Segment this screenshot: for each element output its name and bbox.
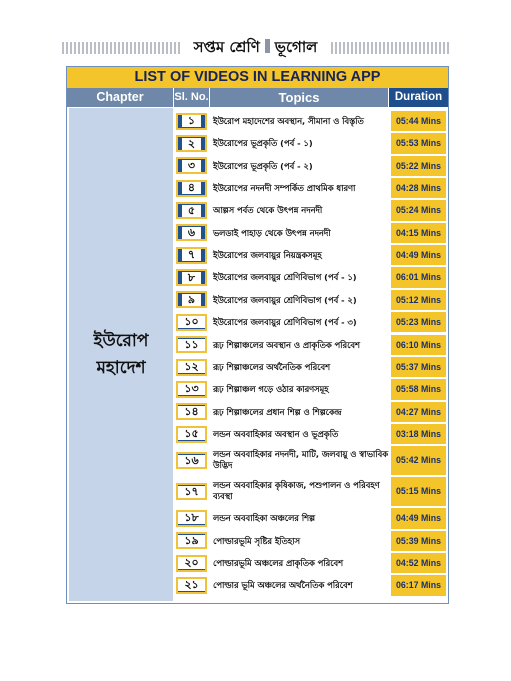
topic-title: ইউরোপের ভূপ্রকৃতি (পর্ব - ১) [213, 138, 313, 149]
topic-title: লন্ডন অববাহিকা অঞ্চলের শিল্প [213, 513, 315, 524]
topics-column-header: Topics [210, 88, 388, 107]
video-duration: 05:44 Mins [391, 111, 446, 131]
video-rows [174, 108, 448, 601]
video-row[interactable] [174, 110, 448, 132]
serial-number-badge [176, 135, 207, 152]
video-row[interactable] [174, 476, 448, 507]
video-row[interactable] [174, 311, 448, 333]
topic-title: রূঢ় শিল্পাঞ্চলের অর্থনৈতিক পরিবেশ [213, 361, 330, 372]
topic-title: ইউরোপের জলবায়ুর নিয়ন্ত্রকসমূহ [213, 250, 322, 261]
serial-number-badge [176, 113, 207, 130]
table-title: LIST OF VIDEOS IN LEARNING APP [67, 67, 448, 88]
serial-number-badge [176, 577, 207, 594]
video-row[interactable] [174, 177, 448, 199]
video-row[interactable] [174, 334, 448, 356]
serial-number: ৮ [182, 272, 201, 284]
serial-number: ১৯ [178, 535, 204, 547]
topic-title: রূঢ় শিল্পাঞ্চলের প্রধান শিল্প ও শিল্পকেন্দ্র [213, 406, 342, 417]
topic-title: পোল্ডারভূমি সৃষ্টির ইতিহাস [213, 535, 300, 546]
serial-number-badge [176, 359, 207, 376]
serial-number-badge [176, 381, 207, 398]
serial-number-badge [176, 202, 207, 219]
topic-title: ভলডাই পাহাড় থেকে উৎপন্ন নদনদী [213, 227, 331, 238]
serial-number: ১৭ [178, 486, 204, 498]
video-row[interactable] [174, 574, 448, 596]
serial-number-badge [176, 180, 207, 197]
video-row[interactable] [174, 222, 448, 244]
video-duration: 06:17 Mins [391, 575, 446, 595]
serial-number: ৪ [182, 182, 201, 194]
video-duration: 05:42 Mins [391, 446, 446, 475]
video-duration: 05:24 Mins [391, 200, 446, 220]
video-duration: 05:53 Mins [391, 133, 446, 153]
duration-column-header: Duration [389, 88, 448, 107]
topic-title: লন্ডন অববাহিকার কৃষিকাজ, পশুপালন ও পরিবহণ ব্যবস্থা [213, 480, 380, 502]
chapter-name-line: ইউরোপ [93, 330, 149, 351]
serial-number-badge [176, 532, 207, 549]
serial-number-badge [176, 157, 207, 174]
video-duration: 05:39 Mins [391, 531, 446, 551]
chapter-column-header: Chapter [67, 88, 173, 107]
video-duration: 05:37 Mins [391, 357, 446, 377]
serial-number: ২ [182, 138, 201, 150]
serial-number-badge [176, 403, 207, 420]
serial-number-badge [176, 336, 207, 353]
serial-number: ২১ [178, 579, 204, 591]
video-row[interactable] [174, 244, 448, 266]
class-label: সপ্তম শ্রেণি [193, 38, 260, 56]
sl-no-column-header: Sl. No. [174, 88, 209, 107]
video-row[interactable] [174, 289, 448, 311]
serial-number-badge [176, 269, 207, 286]
video-list-table [66, 66, 449, 604]
serial-number: ১০ [178, 316, 204, 328]
serial-number: ১২ [178, 361, 204, 373]
video-duration: 05:58 Mins [391, 379, 446, 399]
video-row[interactable] [174, 445, 448, 476]
video-duration: 05:22 Mins [391, 156, 446, 176]
serial-number-badge [176, 510, 207, 527]
video-row[interactable] [174, 401, 448, 423]
topic-title: পোল্ডারভূমি অঞ্চলের প্রাকৃতিক পরিবেশ [213, 557, 344, 568]
video-duration: 06:01 Mins [391, 267, 446, 287]
video-duration: 04:49 Mins [391, 245, 446, 265]
decorative-stripes-right [331, 42, 449, 54]
separator-bar [265, 39, 270, 53]
serial-number: ১৩ [178, 383, 204, 395]
topic-title: লন্ডন অববাহিকার অবস্থান ও ভূপ্রকৃতি [213, 428, 339, 439]
video-row[interactable] [174, 155, 448, 177]
chapter-name-line: মহাদেশ [96, 357, 146, 378]
video-row[interactable] [174, 530, 448, 552]
serial-number: ১৪ [178, 406, 204, 418]
topic-title: ইউরোপের জলবায়ুর শ্রেণিবিভাগ (পর্ব - ১) [213, 272, 357, 283]
video-duration: 03:18 Mins [391, 424, 446, 444]
video-duration: 04:52 Mins [391, 553, 446, 573]
serial-number-badge [176, 314, 207, 331]
serial-number: ১ [182, 115, 201, 127]
serial-number: ৫ [182, 205, 201, 217]
video-row[interactable] [174, 552, 448, 574]
serial-number-badge [176, 555, 207, 572]
serial-number-badge [176, 247, 207, 264]
serial-number: ৭ [182, 249, 201, 261]
serial-number: ১৬ [178, 455, 204, 467]
topic-title: ইউরোপের জলবায়ুর শ্রেণিবিভাগ (পর্ব - ২) [213, 294, 357, 305]
topic-title: ইউরোপের জলবায়ুর শ্রেণিবিভাগ (পর্ব - ৩) [213, 317, 357, 328]
serial-number: ৯ [182, 294, 201, 306]
topic-title: রূঢ় শিল্পাঞ্চল গড়ে ওঠার কারণসমূহ [213, 384, 329, 395]
page-header [0, 34, 511, 68]
serial-number-badge [176, 483, 207, 500]
serial-number: ১১ [178, 339, 204, 351]
serial-number: ৬ [182, 227, 201, 239]
topic-title: রূঢ় শিল্পাঞ্চলের অবস্থান ও প্রাকৃতিক পরিবেশ [213, 339, 360, 350]
video-row[interactable] [174, 423, 448, 445]
serial-number-badge [176, 224, 207, 241]
serial-number: ১৮ [178, 512, 204, 524]
topic-title: ইউরোপের ভূপ্রকৃতি (পর্ব - ২) [213, 160, 313, 171]
video-row[interactable] [174, 266, 448, 288]
topic-title: আল্পস পর্বত থেকে উৎপন্ন নদনদী [213, 205, 323, 216]
topic-title: লন্ডন অববাহিকার নদনদী, মাটি, জলবায়ু ও স্বাভাবিক উদ্ভিদ [213, 449, 389, 471]
video-duration: 05:15 Mins [391, 477, 446, 506]
video-duration: 04:27 Mins [391, 402, 446, 422]
serial-number: ২০ [178, 557, 204, 569]
serial-number-badge [176, 291, 207, 308]
video-duration: 05:12 Mins [391, 290, 446, 310]
video-row[interactable] [174, 356, 448, 378]
video-duration: 04:49 Mins [391, 508, 446, 528]
serial-number-badge [176, 452, 207, 469]
video-row[interactable] [174, 378, 448, 400]
video-duration: 06:10 Mins [391, 335, 446, 355]
subject-label: ভূগোল [274, 38, 318, 56]
topic-title: ইউরোপ মহাদেশের অবস্থান, সীমানা ও বিস্তৃতি [213, 116, 364, 126]
serial-number-badge [176, 426, 207, 443]
video-row[interactable] [174, 199, 448, 221]
serial-number: ৩ [182, 160, 201, 172]
topic-title: ইউরোপের নদনদী সম্পর্কিত প্রাথমিক ধারণা [213, 183, 356, 194]
video-duration: 04:28 Mins [391, 178, 446, 198]
serial-number: ১৫ [178, 428, 204, 440]
video-duration: 04:15 Mins [391, 223, 446, 243]
topic-title: পোল্ডার ভূমি অঞ্চলের অর্থনৈতিক পরিবেশ [213, 580, 353, 591]
video-duration: 05:23 Mins [391, 312, 446, 332]
chapter-cell [69, 108, 173, 601]
video-row[interactable] [174, 132, 448, 154]
video-row[interactable] [174, 507, 448, 529]
